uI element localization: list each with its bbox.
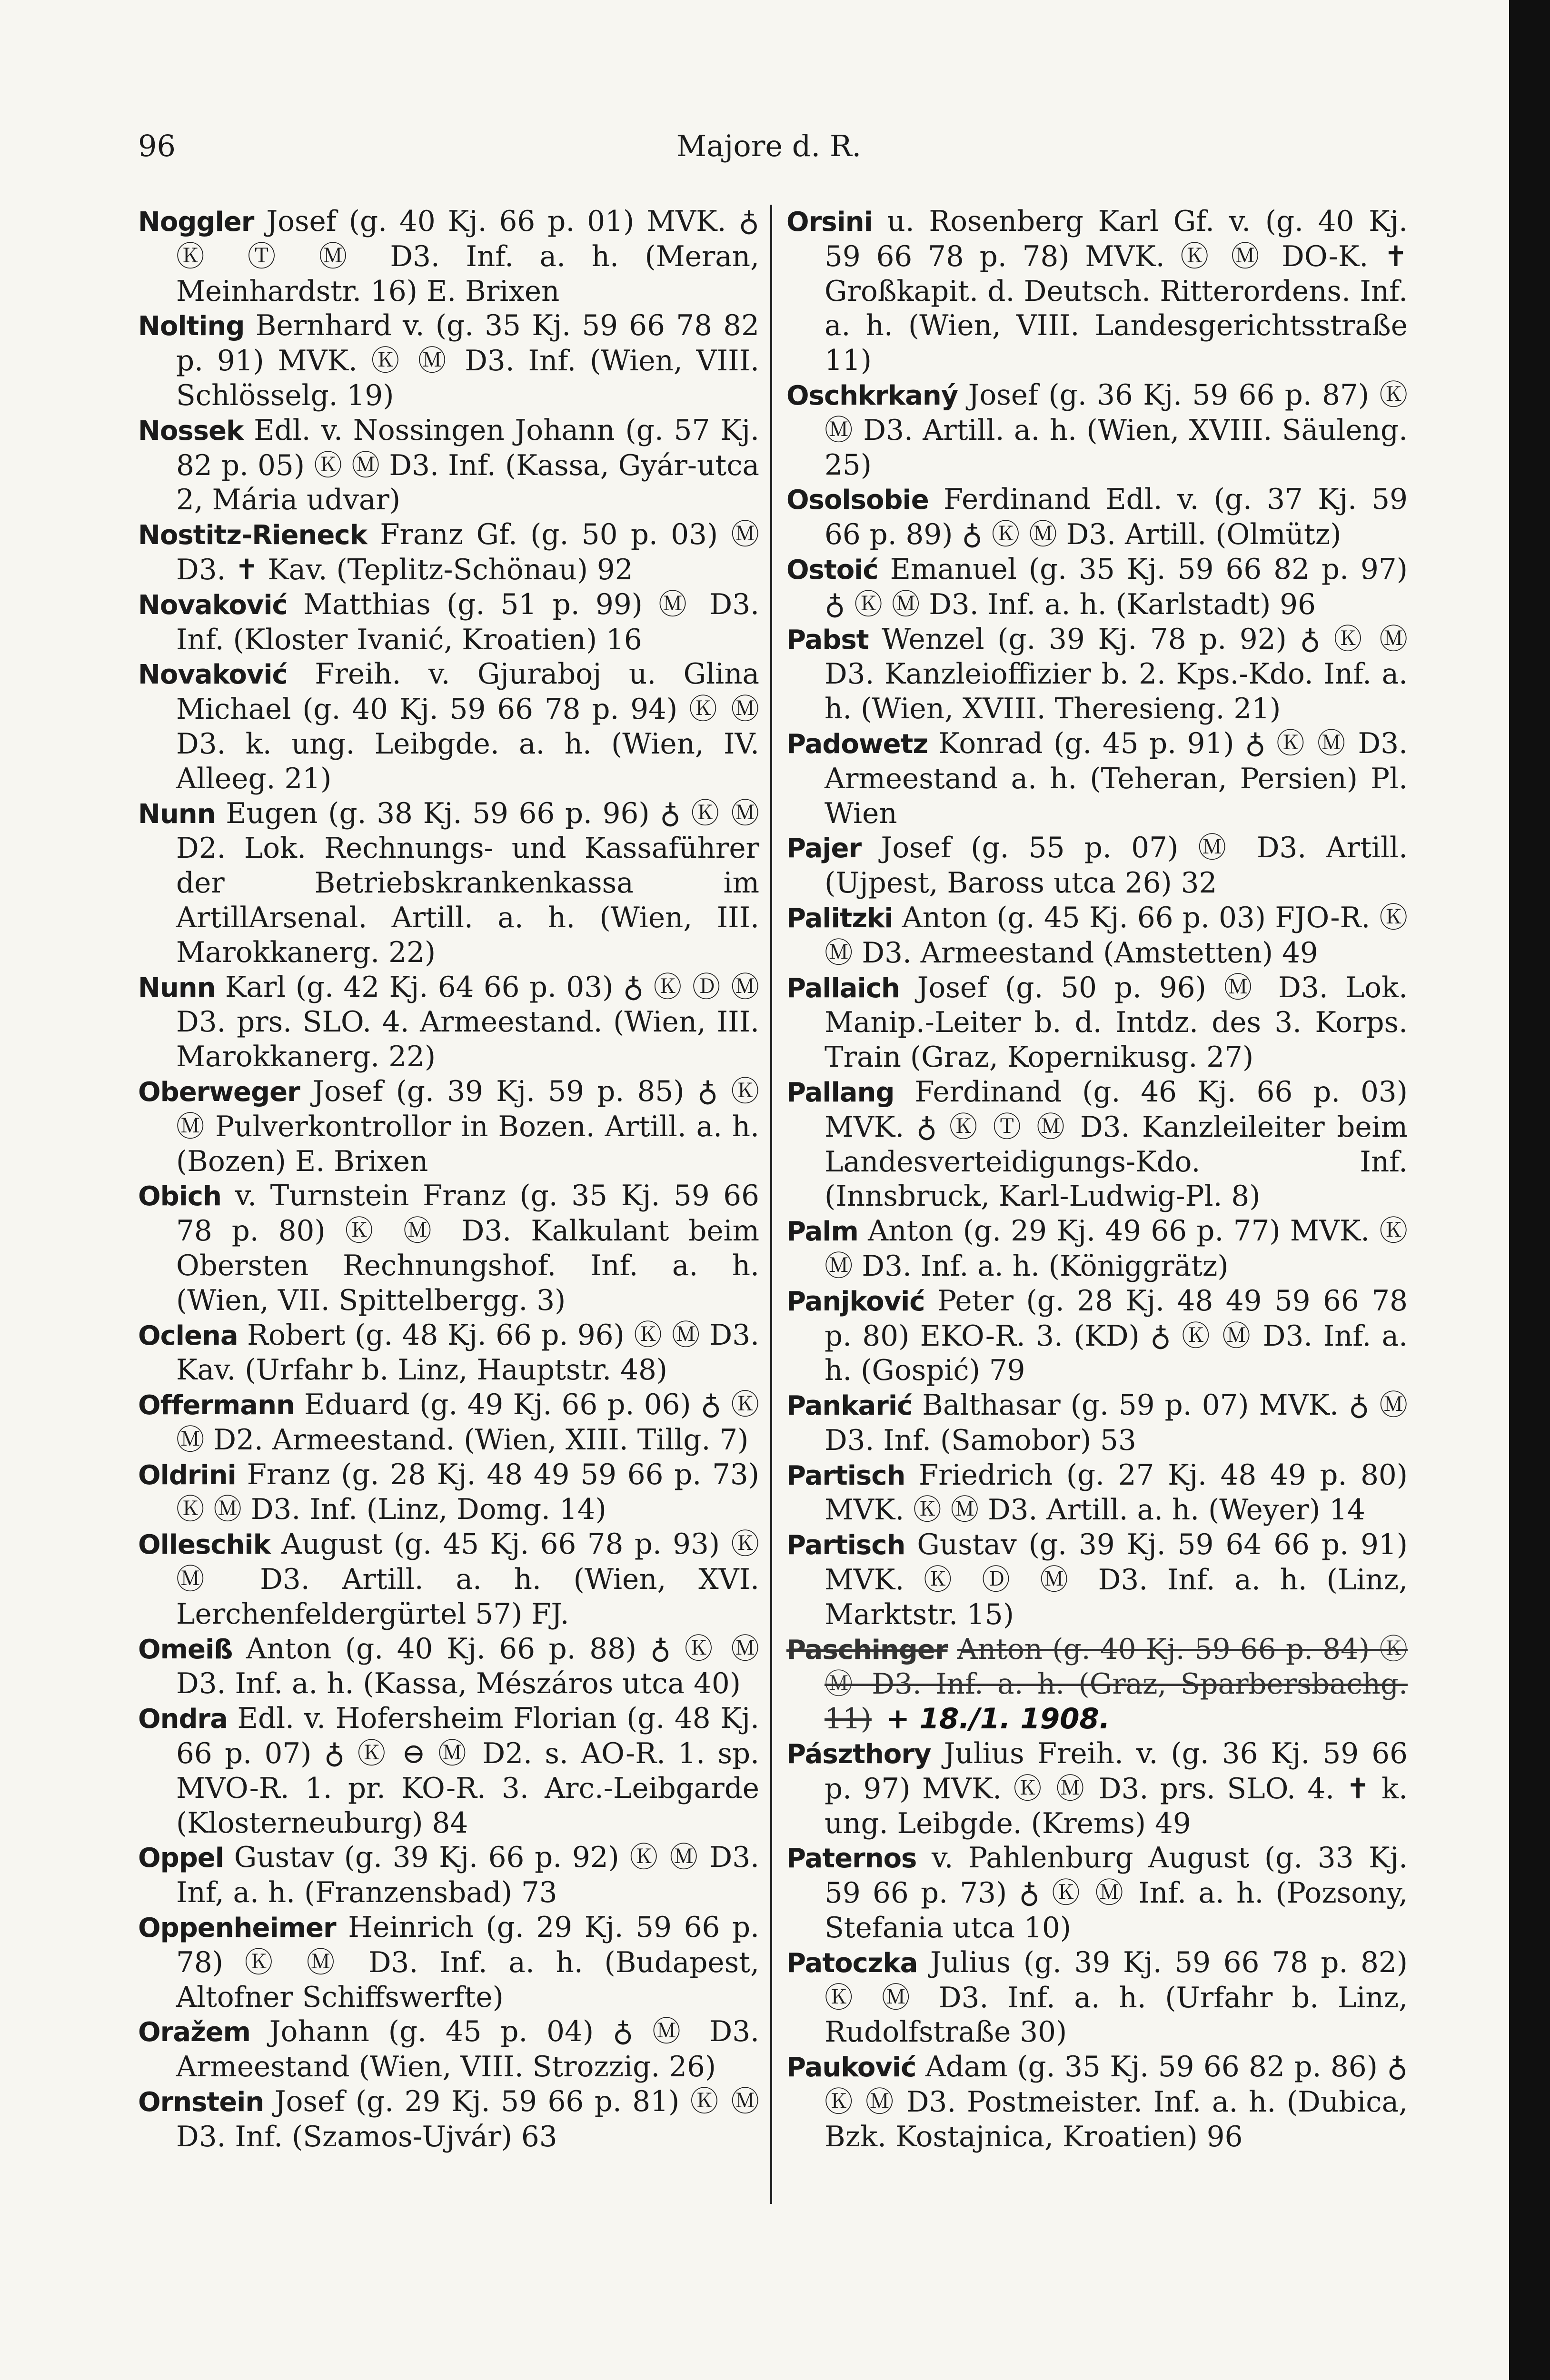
entry-details: Adam (g. 35 Kj. 59 66 82 p. 86) ♁ Ⓚ Ⓜ D3. Postmeister. Inf. a. h. (Dubica, Bzk. Kostajnica, Kroatien) 96 xyxy=(825,2051,1408,2153)
entry-surname: Patoczka xyxy=(786,1947,918,1979)
entry-details: Josef (g. 50 p. 96) Ⓜ D3. Lok. Manip.-Leiter b. d. Intdz. des 3. Korps. Train (Graz, Kopernikusg. 27) xyxy=(825,971,1408,1074)
directory-entry xyxy=(786,1458,1408,1528)
entry-details: Anton (g. 40 Kj. 59 66 p. 84) Ⓚ Ⓜ D3. Inf. a. h. (Graz, Sparbersbachg. 11) xyxy=(825,1633,1408,1736)
directory-entry xyxy=(786,1214,1408,1284)
entry-surname: Nossek xyxy=(138,415,244,446)
entry-surname: Partisch xyxy=(786,1530,905,1561)
entry-surname: Oldrini xyxy=(138,1459,236,1491)
entry-details: Gustav (g. 39 Kj. 59 64 66 p. 91) MVK. Ⓚ Ⓓ Ⓜ D3. Inf. a. h. (Linz, Marktstr. 15) xyxy=(825,1528,1408,1631)
directory-entry xyxy=(138,971,759,1075)
directory-entry xyxy=(786,2050,1408,2154)
entry-surname: Paternos xyxy=(786,1843,917,1874)
entry-surname: Olleschik xyxy=(138,1529,270,1561)
entry-details: Emanuel (g. 35 Kj. 59 66 82 p. 97) ♁ Ⓚ Ⓜ D3. Inf. a. h. (Karlstadt) 96 xyxy=(825,553,1408,621)
directory-entry xyxy=(786,1633,1408,1737)
entry-surname: Oražem xyxy=(138,2017,250,2048)
entry-details: Balthasar (g. 59 p. 07) MVK. ♁ Ⓜ D3. Inf. (Samobor) 53 xyxy=(825,1389,1408,1457)
entry-details: Anton (g. 45 Kj. 66 p. 03) FJO-R. Ⓚ Ⓜ D3. Armeestand (Amstetten) 49 xyxy=(825,901,1408,970)
page-header xyxy=(138,129,1400,181)
directory-entry xyxy=(138,205,759,309)
entry-details: Josef (g. 55 p. 07) Ⓜ D3. Artill. (Ujpest, Baross utca 26) 32 xyxy=(825,832,1408,900)
entry-details: Friedrich (g. 27 Kj. 48 49 p. 80) MVK. Ⓚ Ⓜ D3. Artill. a. h. (Weyer) 14 xyxy=(825,1458,1408,1527)
entry-details: Karl (g. 42 Kj. 64 66 p. 03) ♁ Ⓚ Ⓓ Ⓜ D3. prs. SLO. 4. Armeestand. (Wien, III. Marokkanerg. 22) xyxy=(176,971,759,1074)
scan-edge xyxy=(1509,0,1550,2380)
directory-entry xyxy=(786,623,1408,727)
entry-surname: Oppel xyxy=(138,1843,224,1874)
entry-details: Johann (g. 45 p. 04) ♁ Ⓜ D3. Armeestand (Wien, VIII. Strozzig. 26) xyxy=(176,2015,759,2084)
entry-surname: Pászthory xyxy=(786,1739,931,1770)
entry-details: Heinrich (g. 29 Kj. 59 66 p. 78) Ⓚ Ⓜ D3. Inf. a. h. (Budapest, Altofner Schiffswerfte) xyxy=(176,1911,759,2014)
entry-details: Julius (g. 39 Kj. 59 66 78 p. 82) Ⓚ Ⓜ D3. Inf. a. h. (Urfahr b. Linz, Rudolfstraße 30) xyxy=(825,1946,1408,2049)
right-column xyxy=(786,205,1408,2242)
left-column xyxy=(138,205,759,2242)
entry-surname: Novaković xyxy=(138,589,288,621)
directory-entry xyxy=(786,1737,1408,1841)
entry-details: August (g. 45 Kj. 66 78 p. 93) Ⓚ Ⓜ D3. Artill. a. h. (Wien, XVI. Lerchenfeldergürtel 57) FJ. xyxy=(176,1528,759,1631)
entry-details: Eduard (g. 49 Kj. 66 p. 06) ♁ Ⓚ Ⓜ D2. Armeestand. (Wien, XIII. Tillg. 7) xyxy=(176,1388,759,1457)
directory-entry xyxy=(138,1458,759,1528)
page-number: 96 xyxy=(138,129,176,163)
directory-entry xyxy=(138,797,759,971)
entry-surname: Panjković xyxy=(786,1286,925,1317)
entry-surname: Ornstein xyxy=(138,2087,264,2118)
entry-surname: Partisch xyxy=(786,1460,905,1491)
entry-surname: Ostoić xyxy=(786,554,878,585)
directory-entry xyxy=(138,1527,759,1632)
entry-details: Robert (g. 48 Kj. 66 p. 96) Ⓚ Ⓜ D3. Kav. (Urfahr b. Linz, Hauptstr. 48) xyxy=(176,1319,759,1387)
directory-entry xyxy=(138,657,759,796)
directory-entry xyxy=(786,1946,1408,2050)
entry-details: Josef (g. 39 Kj. 59 p. 85) ♁ Ⓚ Ⓜ Pulverkontrollor in Bozen. Artill. a. h. (Bozen) E. Brixen xyxy=(176,1075,759,1178)
directory-entry xyxy=(786,1388,1408,1458)
directory-entry xyxy=(138,2015,759,2085)
directory-entry xyxy=(786,831,1408,901)
running-title: Majore d. R. xyxy=(676,129,862,163)
entry-details: Konrad (g. 45 p. 91) ♁ Ⓚ Ⓜ D3. Armeestand a. h. (Teheran, Persien) Pl. Wien xyxy=(825,727,1408,830)
entry-surname: Noggler xyxy=(138,207,254,238)
directory-entry xyxy=(786,553,1408,623)
directory-entry xyxy=(138,414,759,518)
entry-details: Julius Freih. v. (g. 36 Kj. 59 66 p. 97) MVK. Ⓚ Ⓜ D3. prs. SLO. 4. ✝ k. ung. Leibgde. (Krems) 49 xyxy=(825,1737,1408,1840)
directory-entry xyxy=(138,2085,759,2155)
entry-surname: Oppenheimer xyxy=(138,1913,336,1944)
directory-entry xyxy=(138,1841,759,1911)
entry-surname: Nunn xyxy=(138,972,216,1003)
directory-entry xyxy=(786,1841,1408,1945)
entry-surname: Osolsobie xyxy=(786,485,929,516)
column-divider xyxy=(770,205,772,2204)
directory-entry xyxy=(138,1388,759,1458)
entry-surname: Palitzki xyxy=(786,902,893,934)
directory-entry xyxy=(786,483,1408,553)
directory-entry xyxy=(786,901,1408,971)
entry-surname: Nolting xyxy=(138,311,245,342)
entry-details: u. Rosenberg Karl Gf. v. (g. 40 Kj. 59 66 78 p. 78) MVK. Ⓚ Ⓜ DO-K. ✝ Großkapit. d. Deutsch. Ritterordens. Inf. a. h. (Wien, VIII. Landesgerichtsstraße 11) xyxy=(825,205,1408,377)
entry-details: Franz (g. 28 Kj. 48 49 59 66 p. 73) Ⓚ Ⓜ D3. Inf. (Linz, Domg. 14) xyxy=(176,1458,759,1527)
entry-details: Anton (g. 29 Kj. 49 66 p. 77) MVK. Ⓚ Ⓜ D3. Inf. a. h. (Königgrätz) xyxy=(825,1215,1408,1283)
entry-surname: Offermann xyxy=(138,1390,295,1421)
entry-surname: Pallang xyxy=(786,1077,894,1108)
entry-details: Franz Gf. (g. 50 p. 03) Ⓜ D3. ✝ Kav. (Teplitz-Schönau) 92 xyxy=(176,518,759,586)
entry-surname: Oberweger xyxy=(138,1076,300,1108)
directory-entry xyxy=(786,205,1408,378)
entry-details: Eugen (g. 38 Kj. 59 66 p. 96) ♁ Ⓚ Ⓜ D2. Lok. Rechnungs- und Kassaführer der Betriebskrankenkassa im ArtillArsenal. Artill. a. h. (Wien, III. Marokkanerg. 22) xyxy=(176,797,759,969)
entry-surname: Oschkrkaný xyxy=(786,380,958,411)
handwritten-note: + 18./1. 1908. xyxy=(885,1703,1110,1736)
entry-details: Josef (g. 29 Kj. 59 66 p. 81) Ⓚ Ⓜ D3. Inf. (Szamos-Ujvár) 63 xyxy=(176,2085,759,2153)
entry-surname: Nostitz-Rieneck xyxy=(138,520,367,551)
directory-entry xyxy=(786,1284,1408,1388)
entry-details: Peter (g. 28 Kj. 48 49 59 66 78 p. 80) EKO-R. 3. (KD) ♁ Ⓚ Ⓜ D3. Inf. a. h. (Gospić) 79 xyxy=(825,1284,1408,1388)
entry-details: Anton (g. 40 Kj. 66 p. 88) ♁ Ⓚ Ⓜ D3. Inf. a. h. (Kassa, Mészáros utca 40) xyxy=(176,1632,759,1701)
directory-entry xyxy=(138,588,759,658)
entry-details: Bernhard v. (g. 35 Kj. 59 66 78 82 p. 91) MVK. Ⓚ Ⓜ D3. Inf. (Wien, VIII. Schlösselg. 19) xyxy=(176,309,759,412)
directory-entry xyxy=(138,309,759,413)
entry-surname: Novaković xyxy=(138,659,288,691)
entry-details: v. Turnstein Franz (g. 35 Kj. 59 66 78 p. 80) Ⓚ Ⓜ D3. Kalkulant beim Obersten Rechnungshof. Inf. a. h. (Wien, VII. Spittelbergg. 3) xyxy=(176,1180,759,1317)
directory-entry xyxy=(786,1528,1408,1632)
entry-details: Freih. v. Gjuraboj u. Glina Michael (g. 40 Kj. 59 66 78 p. 94) Ⓚ Ⓜ D3. k. ung. Leibgde. a. h. (Wien, IV. Alleeg. 21) xyxy=(176,658,759,795)
entry-surname: Pajer xyxy=(786,833,862,864)
directory-entry xyxy=(138,1632,759,1702)
entry-details: Ferdinand Edl. v. (g. 37 Kj. 59 66 p. 89) ♁ Ⓚ Ⓜ D3. Artill. (Olmütz) xyxy=(825,483,1408,552)
entry-surname: Oclena xyxy=(138,1320,238,1351)
entry-surname: Orsini xyxy=(786,207,873,238)
entry-details: Josef (g. 40 Kj. 66 p. 01) MVK. ♁ Ⓚ Ⓣ Ⓜ D3. Inf. a. h. (Meran, Meinhardstr. 16) E. Brixen xyxy=(176,205,759,308)
entry-details: Wenzel (g. 39 Kj. 78 p. 92) ♁ Ⓚ Ⓜ D3. Kanzleioffizier b. 2. Kps.-Kdo. Inf. a. h. (Wien, XVIII. Theresieng. 21) xyxy=(825,623,1408,726)
directory-entry xyxy=(138,1319,759,1388)
entry-surname: Pabst xyxy=(786,624,869,655)
entry-details: Ferdinand (g. 46 Kj. 66 p. 03) MVK. ♁ Ⓚ Ⓣ Ⓜ D3. Kanzleileiter beim Landesverteidigungs-Kdo. Inf. (Innsbruck, Karl-Ludwig-Pl. 8) xyxy=(825,1075,1408,1213)
directory-entry xyxy=(138,1179,759,1318)
entry-surname: Omeiß xyxy=(138,1634,233,1665)
entry-surname: Padowetz xyxy=(786,728,928,760)
entry-details: Edl. v. Hofersheim Florian (g. 48 Kj. 66 p. 07) ♁ Ⓚ ⊖ Ⓜ D2. s. AO-R. 1. sp. MVO-R. 1. pr. KO-R. 3. Arc.-Leibgarde (Klosterneuburg) 84 xyxy=(176,1702,759,1840)
entry-surname: Pauković xyxy=(786,2052,916,2083)
entry-surname: Paschinger xyxy=(786,1634,948,1666)
entry-details: Gustav (g. 39 Kj. 66 p. 92) Ⓚ Ⓜ D3. Inf, a. h. (Franzensbad) 73 xyxy=(176,1841,759,1910)
entry-details: v. Pahlenburg August (g. 33 Kj. 59 66 p. 73) ♁ Ⓚ Ⓜ Inf. a. h. (Pozsony, Stefania utca 10) xyxy=(825,1842,1408,1945)
entry-surname: Nunn xyxy=(138,798,216,830)
directory-entry xyxy=(786,378,1408,483)
directory-entry xyxy=(786,727,1408,831)
directory-entry xyxy=(786,1075,1408,1214)
entry-surname: Pallaich xyxy=(786,972,900,1004)
directory-entry xyxy=(138,1911,759,2015)
entry-details: Edl. v. Nossingen Johann (g. 57 Kj. 82 p. 05) Ⓚ Ⓜ D3. Inf. (Kassa, Gyár-utca 2, Mária udvar) xyxy=(176,414,759,517)
directory-entry xyxy=(786,971,1408,1075)
entry-surname: Pankarić xyxy=(786,1390,913,1422)
directory-entry xyxy=(138,1075,759,1179)
directory-entry xyxy=(138,1702,759,1841)
entry-details: Josef (g. 36 Kj. 59 66 p. 87) Ⓚ Ⓜ D3. Artill. a. h. (Wien, XVIII. Säuleng. 25) xyxy=(825,378,1408,482)
directory-entry xyxy=(138,518,759,588)
entry-surname: Palm xyxy=(786,1216,858,1248)
entry-surname: Ondra xyxy=(138,1704,228,1735)
entry-details: Matthias (g. 51 p. 99) Ⓜ D3. Inf. (Kloster Ivanić, Kroatien) 16 xyxy=(176,588,759,656)
entry-surname: Obich xyxy=(138,1181,221,1212)
